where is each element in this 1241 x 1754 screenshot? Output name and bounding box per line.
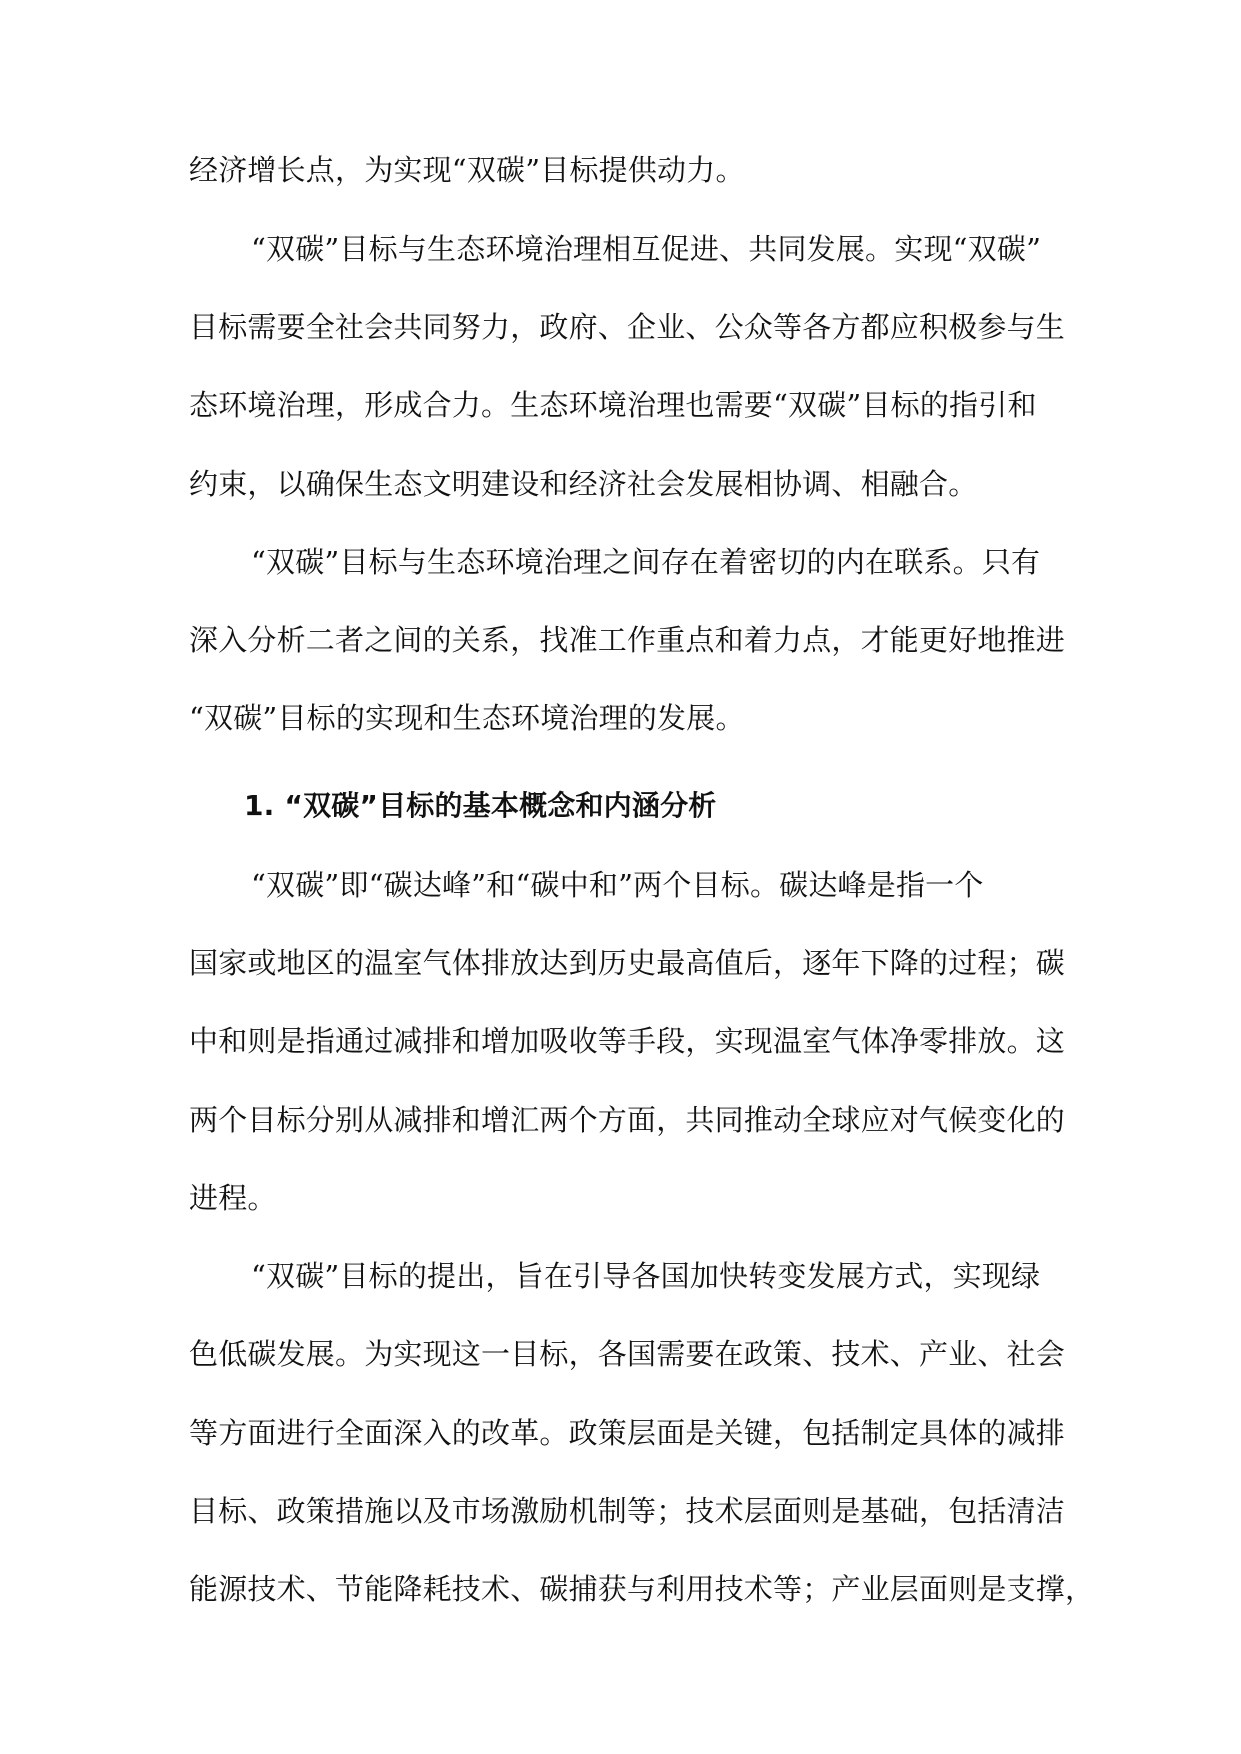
text-line: 约束，以确保生态文明建设和经济社会发展相协调、相融合。 (189, 467, 978, 501)
text-line: 经济增长点，为实现“双碳”目标提供动力。 (189, 153, 745, 187)
text-line: 等方面进行全面深入的改革。政策层面是关键，包括制定具体的减排 (189, 1416, 1066, 1450)
text-line: 能源技术、节能降耗技术、碳捕获与利用技术等；产业层面则是支撑， (189, 1572, 1095, 1606)
text-line: 目标、政策措施以及市场激励机制等；技术层面则是基础，包括清洁 (189, 1494, 1066, 1528)
text-line: 深入分析二者之间的关系，找准工作重点和着力点，才能更好地推进 (189, 623, 1066, 657)
text-line: 态环境治理，形成合力。生态环境治理也需要“双碳”目标的指引和 (189, 388, 1037, 422)
text-line: 两个目标分别从减排和增汇两个方面，共同推动全球应对气候变化的 (189, 1103, 1066, 1137)
paragraph-first-line: “双碳”即“碳达峰”和“碳中和”两个目标。碳达峰是指一个 (251, 868, 984, 902)
text-line: 目标需要全社会共同努力，政府、企业、公众等各方都应积极参与生 (189, 310, 1066, 344)
text-line: 中和则是指通过减排和增加吸收等手段，实现温室气体净零排放。这 (189, 1024, 1066, 1058)
paragraph-first-line: “双碳”目标的提出，旨在引导各国加快转变发展方式，实现绿 (251, 1259, 1041, 1293)
paragraph-first-line: “双碳”目标与生态环境治理之间存在着密切的内在联系。只有 (251, 545, 1041, 579)
text-line: 进程。 (189, 1181, 277, 1215)
text-line: 国家或地区的温室气体排放达到历史最高值后，逐年下降的过程；碳 (189, 946, 1066, 980)
paragraph-first-line: “双碳”目标与生态环境治理相互促进、共同发展。实现“双碳” (251, 232, 1042, 266)
text-line: 色低碳发展。为实现这一目标，各国需要在政策、技术、产业、社会 (189, 1337, 1066, 1371)
section-heading: 1. “双碳”目标的基本概念和内涵分析 (244, 789, 717, 822)
text-line: “双碳”目标的实现和生态环境治理的发展。 (189, 701, 745, 735)
